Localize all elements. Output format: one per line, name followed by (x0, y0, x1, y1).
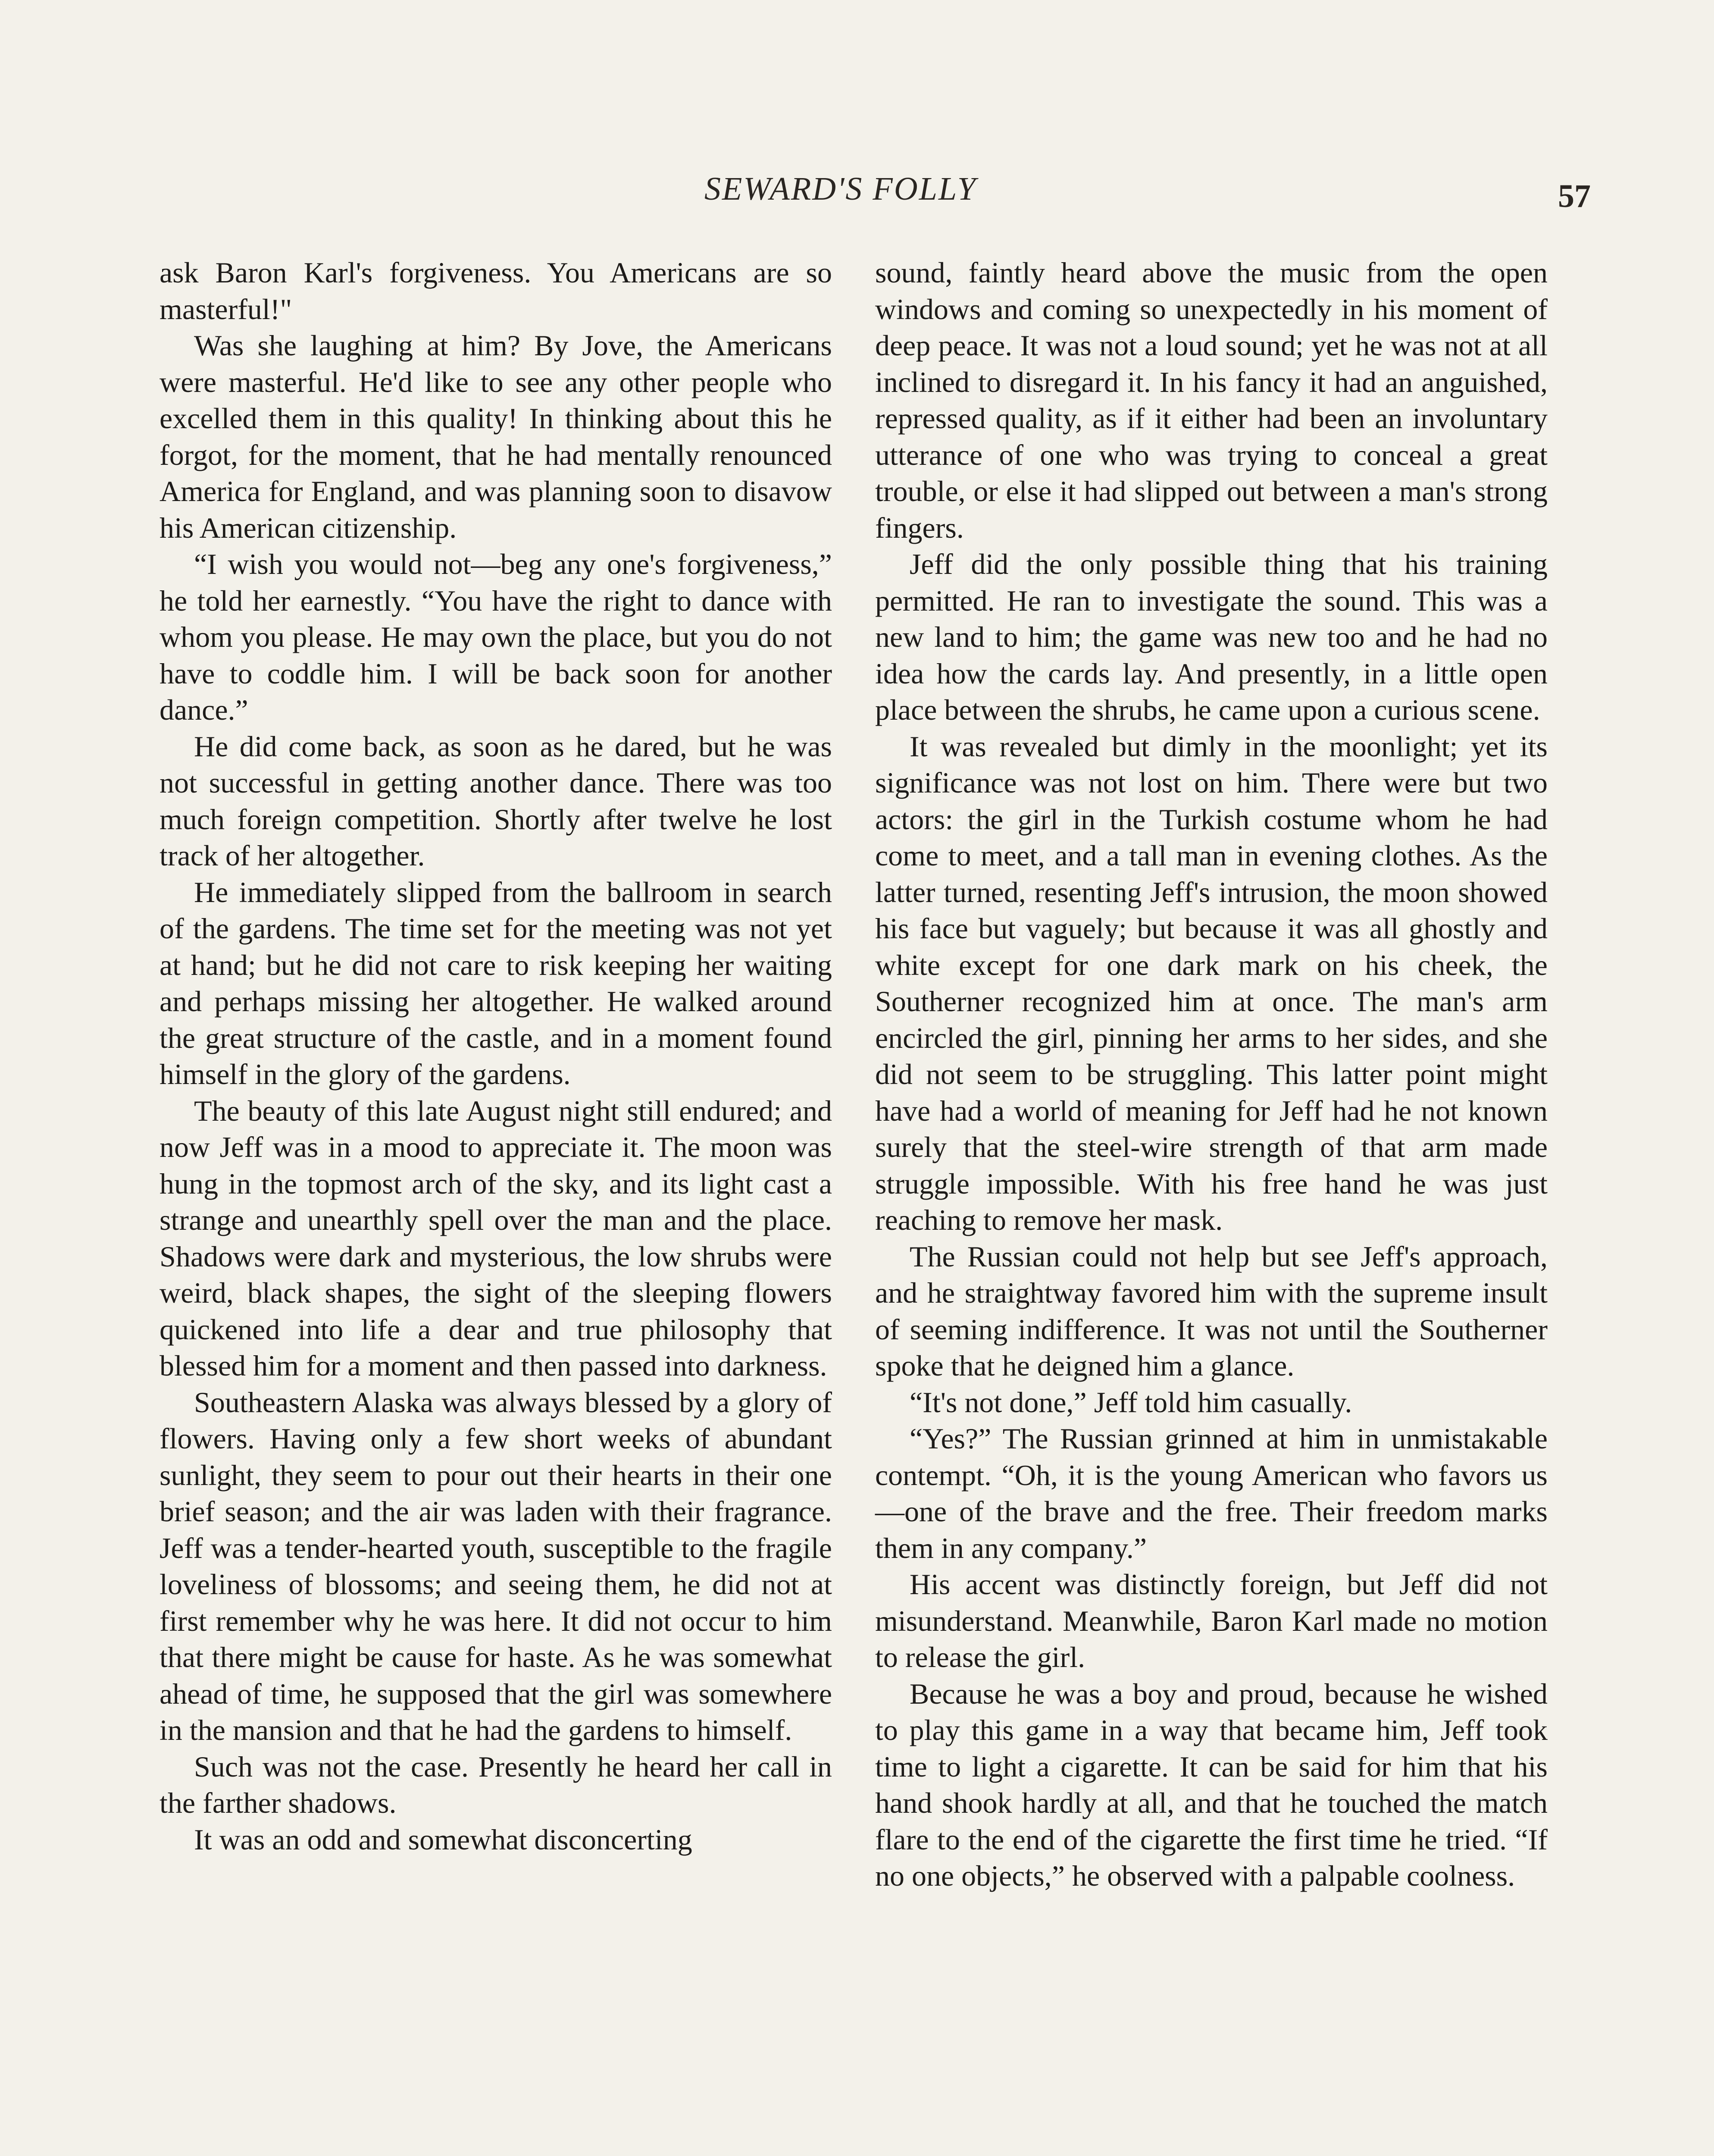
paragraph: He immediately slipped from the ballroom in search of the gardens. The time set for the meeting was not yet at hand; but he did not care to risk keeping her waiting and perhaps missing her altogether. He walked around the great structure of the castle, and in a moment found himself in the glory of the gardens. (160, 875, 832, 1091)
paragraph: His accent was distinctly foreign, but Jeff did not misunderstand. Meanwhile, Baron Karl made no motion to release the girl. (875, 1568, 1548, 1673)
right-column (875, 254, 1548, 1894)
paragraph: It was revealed but dimly in the moonlight; yet its significance was not lost on him. There were but two actors: the girl in the Turkish costume whom he had come to meet, and a tall man in evening clothes. As the latter turned, resenting Jeff's intrusion, the moon showed his face but vaguely; but because it was all ghostly and white except for one dark mark on his cheek, the Southerner recognized him at once. The man's arm encircled the girl, pinning her arms to her sides, and she did not seem to be struggling. This latter point might have had a world of meaning for Jeff had he not known surely that the steel-wire strength of that arm made struggle impossible. With his free hand he was just reaching to remove her mask. (875, 730, 1548, 1236)
paragraph: Was she laughing at him? By Jove, the Americans were masterful. He'd like to see any other people who excelled them in this quality! In thinking about this he forgot, for the moment, that he had mentally renounced America for England, and was planning soon to disavow his American citizenship. (160, 329, 832, 544)
paragraph: He did come back, as soon as he dared, but he was not successful in getting another dance. There was too much foreign competition. Shortly after twelve he lost track of her altogether. (160, 730, 832, 872)
paragraph: Such was not the case. Presently he heard her call in the farther shadows. (160, 1750, 832, 1819)
left-column (160, 254, 832, 1858)
running-title: SEWARD'S FOLLY (704, 171, 977, 207)
paragraph: “Yes?” The Russian grinned at him in unmistakable contempt. “Oh, it is the young American who favors us—one of the brave and the free. Their freedom marks them in any company.” (875, 1422, 1548, 1564)
paragraph: The Russian could not help but see Jeff's approach, and he straightway favored him with the supreme insult of seeming indifference. It was not until the Southerner spoke that he deigned him a glance. (875, 1240, 1548, 1382)
paragraph: “I wish you would not—beg any one's forgiveness,” he told her earnestly. “You have the right to dance with whom you please. He may own the place, but you do not have to coddle him. I will be back soon for another dance.” (160, 548, 832, 726)
paragraph: ask Baron Karl's forgiveness. You Americans are so masterful!" (160, 256, 832, 326)
paragraph: Jeff did the only possible thing that his training permitted. He ran to investigate the sound. This was a new land to him; the game was new too and he had no idea how the cards lay. And presently, in a little open place between the shrubs, he came upon a curious scene. (875, 548, 1548, 726)
page-number: 57 (1558, 178, 1591, 214)
paragraph: “It's not done,” Jeff told him casually. (910, 1385, 1352, 1419)
paragraph: Southeastern Alaska was always blessed by a glory of flowers. Having only a few short weeks of abundant sunlight, they seem to pour out their hearts in their one brief season; and the air was laden with their fragrance. Jeff was a tender-hearted youth, susceptible to the fragile loveliness of blossoms; and seeing them, he did not at first remember why he was here. It did not occur to him that there might be cause for haste. As he was somewhat ahead of time, he supposed that the girl was somewhere in the mansion and that he had the gardens to himself. (160, 1385, 832, 1746)
paragraph: Because he was a boy and proud, because he wished to play this game in a way that became him, Jeff took time to light a cigarette. It can be said for him that his hand shook hardly at all, and that he touched the match flare to the end of the cigarette the first time he tried. “If no one objects,” he observed with a palpable coolness. (875, 1677, 1548, 1892)
paragraph: It was an odd and somewhat disconcerting (194, 1823, 692, 1856)
paragraph: sound, faintly heard above the music from the open windows and coming so unexpectedly in his moment of deep peace. It was not a loud sound; yet he was not at all inclined to disregard it. In his fancy it had an anguished, repressed quality, as if it either had been an involuntary utterance of one who was trying to conceal a great trouble, or else it had slipped out between a man's strong fingers. (875, 256, 1548, 544)
paragraph: The beauty of this late August night still endured; and now Jeff was in a mood to appreciate it. The moon was hung in the topmost arch of the sky, and its light cast a strange and unearthly spell over the man and the place. Shadows were dark and mysterious, the low shrubs were weird, black shapes, the sight of the sleeping flowers quickened into life a dear and true philosophy that blessed him for a moment and then passed into darkness. (160, 1094, 832, 1382)
